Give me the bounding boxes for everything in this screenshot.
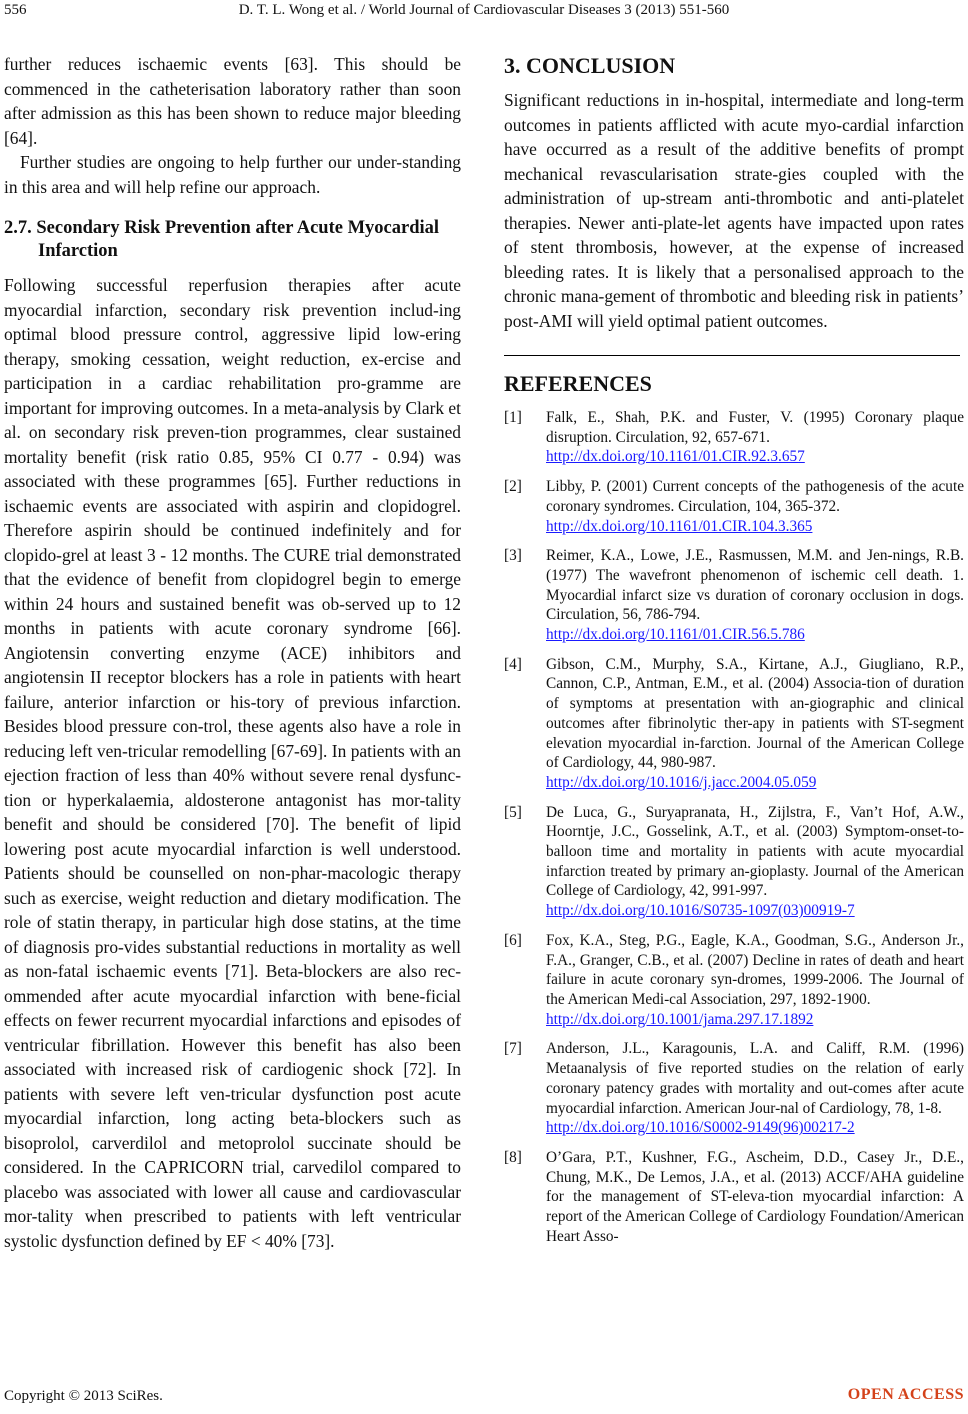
reference-text: Fox, K.A., Steg, P.G., Eagle, K.A., Goodman, S.G., Anderson Jr., F.A., Granger, C.B., et al. (2007) Decline in rates of death and heart failure in acute coronary syn-dromes, 1999-2006. The Journal of the American Medi-cal Association, 297, 1892-1900. xyxy=(546,931,964,1008)
reference-item xyxy=(504,546,964,645)
reference-item xyxy=(504,803,964,921)
paragraph: Following successful reperfusion therapies after acute myocardial infarction, secondary risk prevention includ-ing optimal blood pressure control, aggressive lipid low-ering therapy, smoking cessation, weight reduction, ex-ercise and participation in a cardiac rehabilitation pro-gramme are important for improving outcomes. In a meta-analysis by Clark et al. on secondary risk preven-tion programmes, clear sustained mortality benefit (risk ratio 0.85, 95% CI 0.77 - 0.94) was associated with these programmes [65]. Further reductions in ischaemic events are associated with aspirin and clopidogrel. Therefore aspirin should be continued indefinitely and for clopido-grel at least 3 - 12 months. The CURE trial demonstrated that the evidence of benefit from clopidogrel begin to emerge within 24 hours and sustained benefit was ob-served up to 12 months in patients with acute coronary syndrome [66]. Angiotensin converting enzyme (ACE) inhibitors and angiotensin II receptor blockers has a role in patients with heart failure, anterior infarction or his-tory of previous infarction. Besides blood pressure con-trol, these agents also have a role in reducing left ven-tricular remodelling [67-69]. In patients with an ejection fraction of less than 40% without severe renal dysfunc-tion or hyperkalaemia, aldosterone antagonist has mor-tality benefit and should be considered [70]. The benefit of lipid lowering post acute myocardial infarction is well understood. Patients should be counselled on non-phar-macologic therapy such as exercise, weight reduction and dietary modification. The role of statin therapy, in particular high dose statins, at the time of diagnosis pro-vides substantial reductions in mortality as well as non-fatal ischaemic events [71]. Beta-blockers are also rec-ommended after acute myocardial infarction with bene-ficial effects on fewer recurrent myocardial infarctions and episodes of ventricular fibrillation. However this benefit has also been associated with increased risk of cardiogenic shock [72]. In patients with severe left ven-tricular dysfunction post acute myocardial infarction, long acting beta-blockers such as bisoprolol, carverdilol and metoprolol succinate should be considered. In the CAPRICORN trial, carvedilol compared to placebo was associated with lower all cause and cardiovascular mor-tality when prescribed to patients with left ventricular systolic dysfunction defined by EF < 40% [73]. xyxy=(4,275,461,1251)
doi-link[interactable]: http://dx.doi.org/10.1016/S0002-9149(96)00217-2 xyxy=(546,1119,855,1137)
reference-text: De Luca, G., Suryapranata, H., Zijlstra, F., Van’t Hof, A.W., Hoorntje, J.C., Gosselink, A.T., et al. (2003) Symptom-onset-to-balloon time and mortality in patients with acute myocardial infarction treated by primary an-gioplasty. Journal of the American College of Cardiology, 42, 991-997. xyxy=(546,803,964,900)
page-number: 556 xyxy=(4,2,27,18)
references-heading: REFERENCES xyxy=(504,371,652,396)
page-header xyxy=(0,0,968,26)
divider xyxy=(504,355,960,356)
reference-item xyxy=(504,408,964,467)
reference-text: Reimer, K.A., Lowe, J.E., Rasmussen, M.M. and Jen-nings, R.B. (1977) The wavefront phenomenon of ischemic cell death. 1. Myocardial infarct size vs duration of coronary occlusion in dogs. Circulation, 56, 786-794. xyxy=(546,547,964,624)
doi-link[interactable]: http://dx.doi.org/10.1016/j.jacc.2004.05.059 xyxy=(546,773,817,791)
right-column xyxy=(504,52,964,1256)
reference-text: Libby, P. (2001) Current concepts of the pathogenesis of the acute coronary syndromes. Circulation, 104, 365-372. xyxy=(546,478,964,515)
reference-number: [1] xyxy=(504,409,522,426)
running-head: D. T. L. Wong et al. / World Journal of Cardiovascular Diseases 3 (2013) 551-560 xyxy=(238,2,730,18)
reference-number: [8] xyxy=(504,1148,522,1166)
copyright-notice: Copyright © 2013 SciRes. xyxy=(4,1388,163,1404)
doi-link[interactable]: http://dx.doi.org/10.1161/01.CIR.56.5.786 xyxy=(546,626,805,644)
open-access-label: OPEN ACCESS xyxy=(847,1386,964,1403)
reference-number: [6] xyxy=(504,931,522,949)
reference-text: Anderson, J.L., Karagounis, L.A. and Califf, R.M. (1996) Metaanalysis of five reported studies on the relation of early coronary patency grades with mortality and out-comes after acute myocardial infarction. American Jour-nal of Cardiology, 78, 1-8. xyxy=(546,1040,964,1117)
doi-link[interactable]: http://dx.doi.org/10.1016/S0735-1097(03)00919-7 xyxy=(546,902,855,920)
conclusion-heading: 3. CONCLUSION xyxy=(504,53,676,78)
doi-link[interactable]: http://dx.doi.org/10.1161/01.CIR.104.3.365 xyxy=(546,517,813,535)
left-column xyxy=(4,52,461,1253)
section-heading: 2.7. Secondary Risk Prevention after Acute Myocardial Infarction xyxy=(4,218,440,261)
reference-number: [4] xyxy=(504,655,522,673)
reference-item xyxy=(504,655,964,793)
paragraph: Further studies are ongoing to help further our under-standing in this area and will help refine our approach. xyxy=(4,152,461,197)
reference-number: [3] xyxy=(504,547,522,565)
paragraph: further reduces ischaemic events [63]. This should be commenced in the catheterisation laboratory rather than soon after admission as this has been shown to reduce major bleeding [64]. xyxy=(4,54,461,148)
conclusion-paragraph: Significant reductions in in-hospital, intermediate and long-term outcomes in patients afflicted with acute myo-cardial infarction have occurred as a result of the additive benefits of prompt mechanical revascularisation strate-gies coupled with the administration of up-stream anti-thrombotic and anti-platelet therapies. Newer anti-plate-let agents have impacted upon rates of stent thrombosis, however, at the expense of increased bleeding rates. It is likely that a personalised approach to the chronic mana-gement of thrombotic and bleeding risk in patients’ post-AMI will yield optimal patient outcomes. xyxy=(504,90,964,331)
reference-item xyxy=(504,1148,964,1247)
reference-text: Gibson, C.M., Murphy, S.A., Kirtane, A.J., Giugliano, R.P., Cannon, C.P., Antman, E.M., et al. (2004) Associa-tion of duration of symptoms at presentation with an-giographic and clinical outcomes after fibrinolytic ther-apy in patients with ST-segment elevation myocardial in-farction. Journal of the American College of Cardiology, 44, 980-987. xyxy=(546,655,964,772)
reference-item xyxy=(504,477,964,536)
doi-link[interactable]: http://dx.doi.org/10.1001/jama.297.17.1892 xyxy=(546,1010,814,1028)
reference-number: [2] xyxy=(504,478,522,496)
reference-list xyxy=(504,408,964,1246)
reference-item xyxy=(504,1039,964,1138)
doi-link[interactable]: http://dx.doi.org/10.1161/01.CIR.92.3.657 xyxy=(546,448,805,466)
reference-text: O’Gara, P.T., Kushner, F.G., Ascheim, D.D., Casey Jr., D.E., Chung, M.K., De Lemos, J.A., et al. (2013) ACCF/AHA guideline for the management of ST-eleva-tion myocardial infarction: A report of the American College of Cardiology Foundation/American Heart Asso- xyxy=(546,1148,964,1245)
reference-number: [7] xyxy=(504,1040,522,1058)
reference-number: [5] xyxy=(504,803,522,821)
reference-text: Falk, E., Shah, P.K. and Fuster, V. (1995) Coronary plaque disruption. Circulation, 92, 657-671. xyxy=(546,409,964,446)
reference-item xyxy=(504,931,964,1030)
